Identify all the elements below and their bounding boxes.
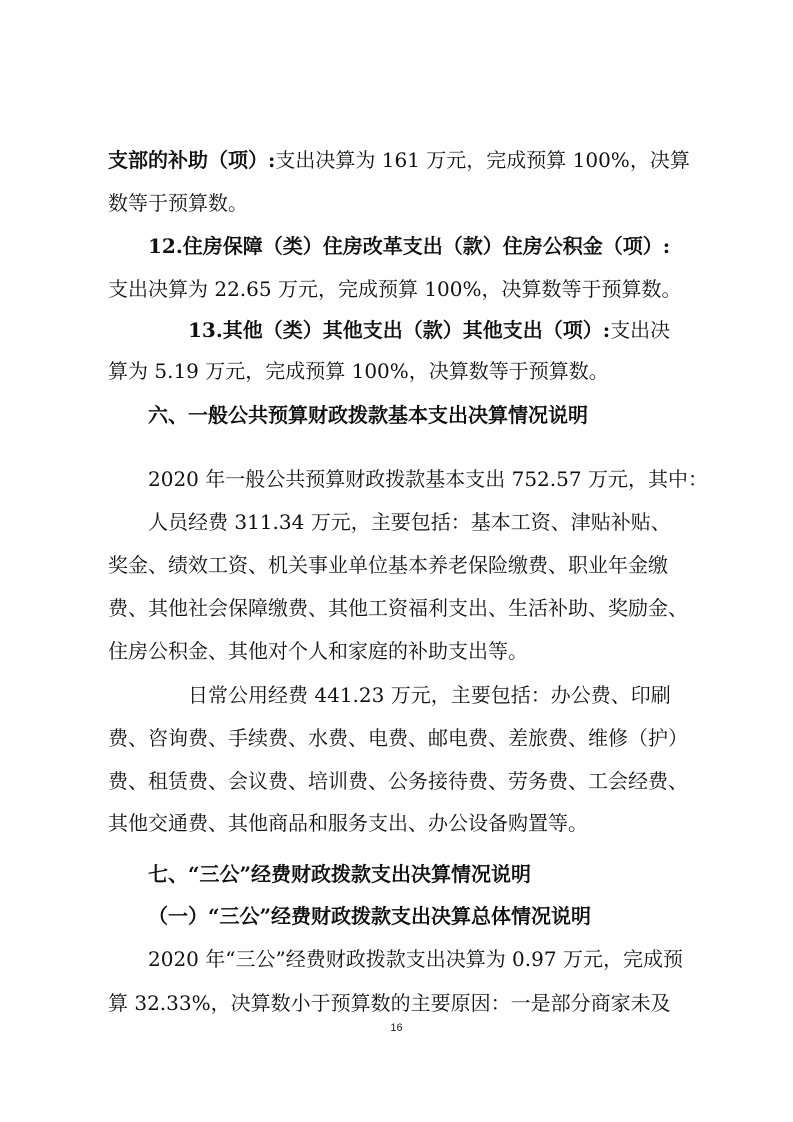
para-11-line-1 (108, 143, 690, 177)
section-6-personnel-line-1: 人员经费 311.34 万元，主要包括：基本工资、津贴补贴、 (148, 510, 671, 534)
section-7-sub-heading: （一）“三公”经费财政拨款支出决算总体情况说明 (148, 904, 592, 928)
section-6-personnel-line-4: 住房公积金、其他对个人和家庭的补助支出等。 (108, 639, 528, 663)
section-6-public-line-2: 费、咨询费、手续费、水费、电费、邮电费、差旅费、维修（护） (108, 726, 688, 750)
para-12-line-2: 支出决算为 22.65 万元，完成预算 100%，决算数等于预算数。 (108, 277, 682, 301)
section-6-public-line-3: 费、租赁费、会议费、培训费、公务接待费、劳务费、工会经费、 (108, 769, 688, 793)
section-7-body-line-2: 算 32.33%，决算数小于预算数的主要原因：一是部分商家未及 (108, 991, 671, 1015)
para-13-line-1 (188, 313, 670, 347)
page-number: 16 (390, 1022, 403, 1034)
section-6-public-line-1: 日常公用经费 441.23 万元，主要包括：办公费、印刷 (188, 683, 671, 707)
section-6-public-line-4: 其他交通费、其他商品和服务支出、办公设备购置等。 (108, 811, 588, 835)
section-6-personnel-line-3: 费、其他社会保障缴费、其他工资福利支出、生活补助、奖励金、 (108, 596, 688, 620)
section-7-heading: 七、“三公”经费财政拨款支出决算情况说明 (148, 862, 532, 886)
para-13-text: 支出决 (610, 318, 671, 342)
para-13-line-2: 算为 5.19 万元，完成预算 100%，决算数等于预算数。 (108, 359, 609, 383)
para-11-line-2: 数等于预算数。 (108, 191, 248, 215)
para-13-bold-label: 13.其他（类）其他支出（款）其他支出（项）: (188, 318, 611, 342)
section-6-personnel-line-2: 奖金、绩效工资、机关事业单位基本养老保险缴费、职业年金缴 (108, 553, 668, 577)
para-11-text: 支出决算为 161 万元，完成预算 100%，决算 (275, 148, 690, 172)
para-12-heading: 12.住房保障（类）住房改革支出（款）住房公积金（项）: (148, 234, 671, 258)
para-11-bold-label: 支部的补助（项）: (108, 148, 276, 172)
section-6-heading: 六、一般公共预算财政拨款基本支出决算情况说明 (148, 403, 588, 427)
section-6-intro: 2020 年一般公共预算财政拨款基本支出 752.57 万元，其中： (148, 467, 708, 491)
section-7-body-line-1: 2020 年“三公”经费财政拨款支出决算为 0.97 万元，完成预 (148, 947, 683, 971)
